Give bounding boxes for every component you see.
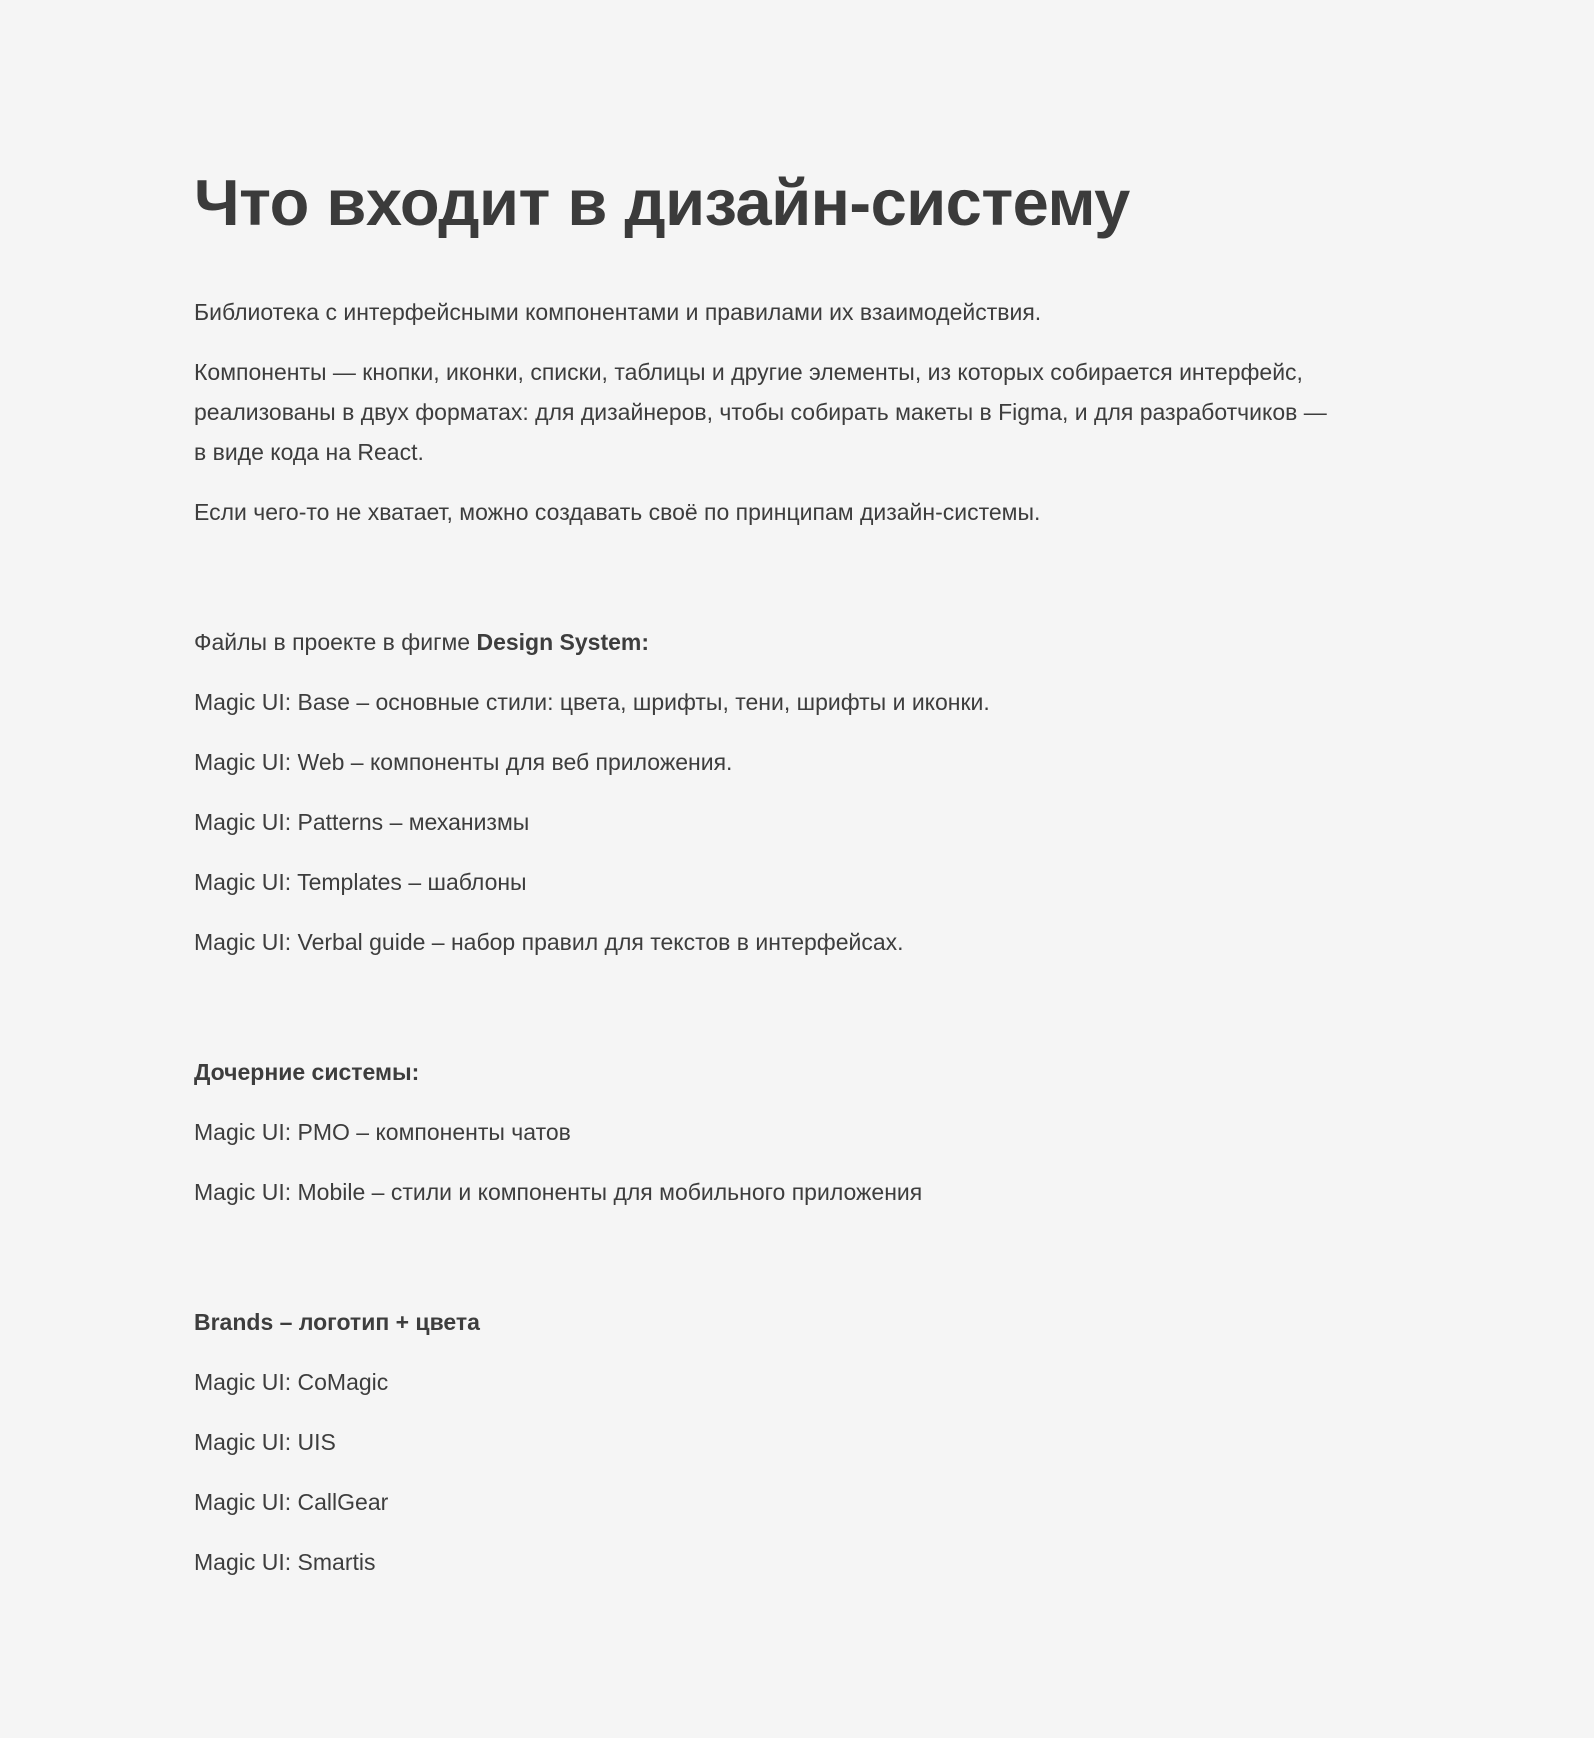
figma-file-item: Magic UI: Base – основные стили: цвета, шрифты, тени, шрифты и иконки. xyxy=(194,689,990,715)
child-system-item: Magic UI: Mobile – стили и компоненты для мобильного приложения xyxy=(194,1179,923,1205)
brand-item: Magic UI: UIS xyxy=(194,1429,336,1455)
figma-files-heading-prefix: Файлы в проекте в фигме xyxy=(194,629,477,655)
intro-section xyxy=(194,292,1344,532)
brands-heading: Brands – логотип + цвета xyxy=(194,1309,480,1335)
brand-item: Magic UI: CallGear xyxy=(194,1489,389,1515)
figma-file-item: Magic UI: Patterns – механизмы xyxy=(194,809,530,835)
intro-paragraph: Библиотека с интерфейсными компонентами и правилами их взаимодействия. xyxy=(194,299,1042,325)
figma-file-item: Magic UI: Verbal guide – набор правил для текстов в интерфейсах. xyxy=(194,929,904,955)
brand-item: Magic UI: CoMagic xyxy=(194,1369,389,1395)
intro-paragraph: Компоненты — кнопки, иконки, списки, таблицы и другие элементы, из которых собирается интерфейс, реализованы в двух форматах: для дизайнеров, чтобы собирать макеты в Figma, и для разработчиков — в виде кода на React. xyxy=(194,359,1327,465)
figma-file-item: Magic UI: Templates – шаблоны xyxy=(194,869,527,895)
figma-file-item: Magic UI: Web – компоненты для веб приложения. xyxy=(194,749,733,775)
figma-files-section xyxy=(194,622,1344,962)
child-systems-heading: Дочерние системы: xyxy=(194,1059,420,1085)
intro-paragraph: Если чего-то не хватает, можно создавать своё по принципам дизайн-системы. xyxy=(194,499,1041,525)
brand-item: Magic UI: Smartis xyxy=(194,1549,376,1575)
brands-section xyxy=(194,1302,1344,1582)
child-system-item: Magic UI: PMO – компоненты чатов xyxy=(194,1119,571,1145)
child-systems-section xyxy=(194,1052,1344,1212)
page-content xyxy=(194,164,1344,1582)
page-title: Что входит в дизайн-систему xyxy=(194,166,1130,239)
figma-project-name: Design System: xyxy=(476,629,650,655)
figma-files-heading xyxy=(194,622,1344,662)
